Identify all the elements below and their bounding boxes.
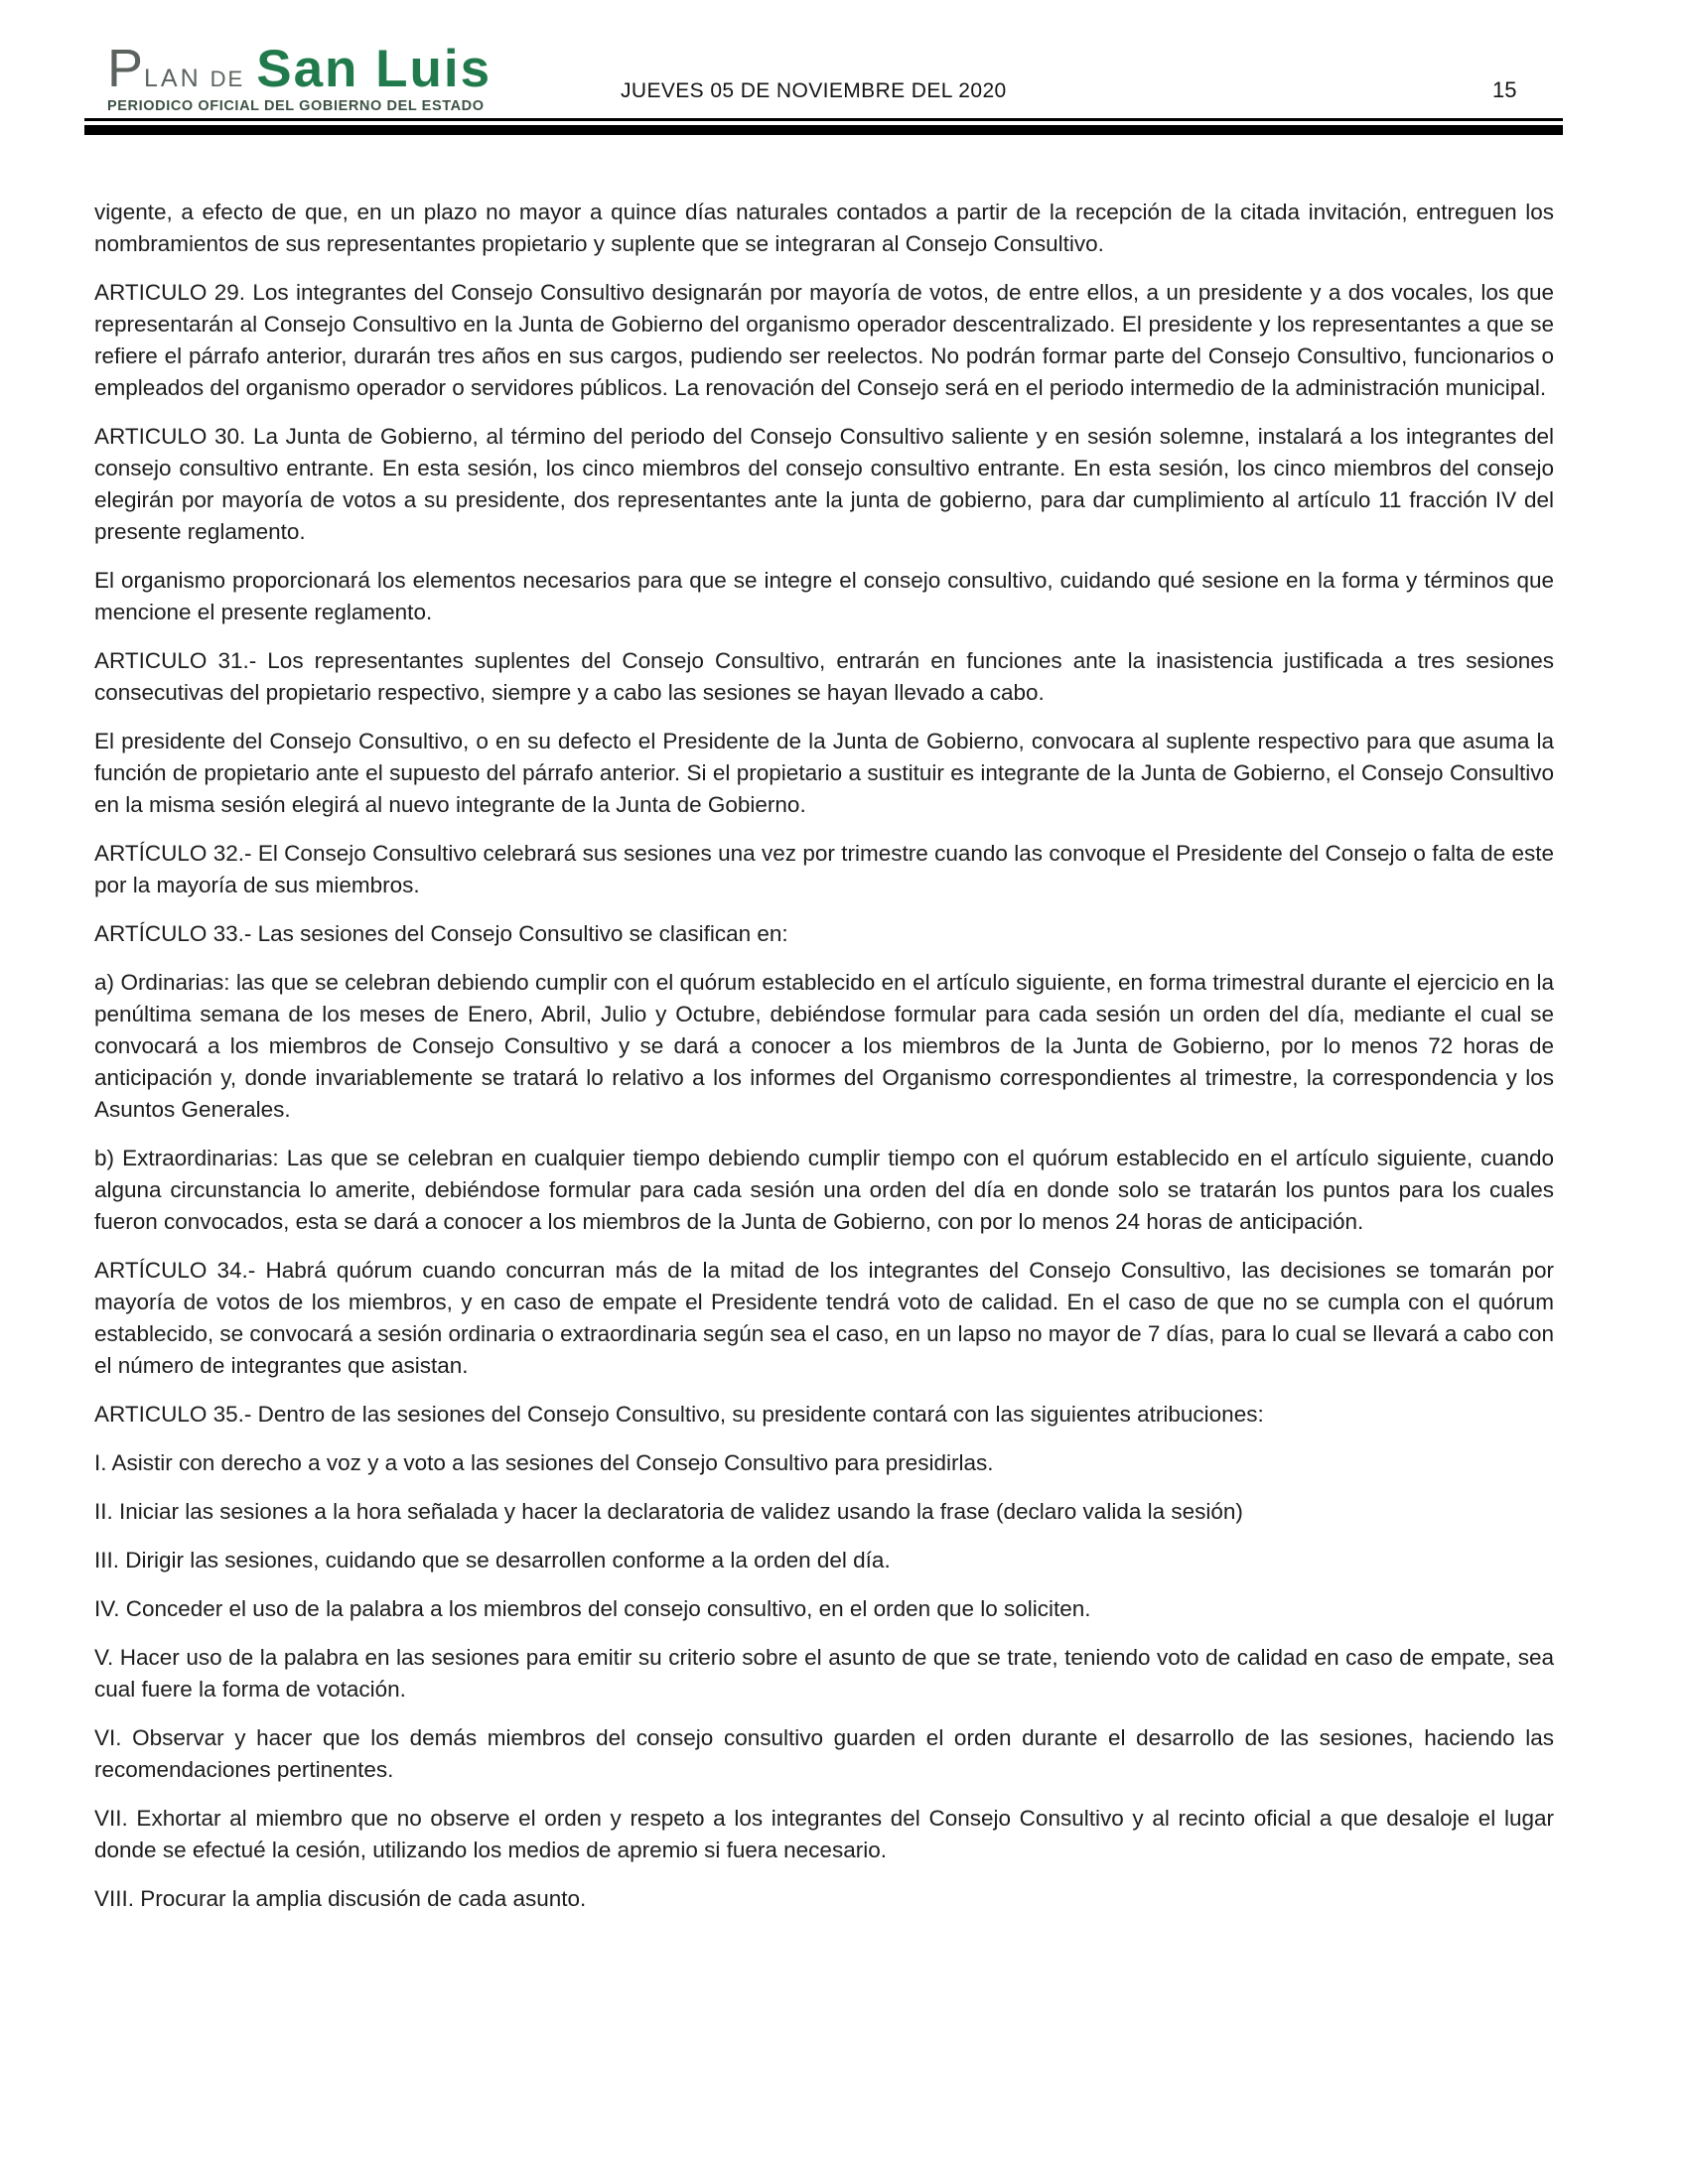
plan-san-luis-logo [107, 39, 492, 114]
paragraph-articulo-34: ARTÍCULO 34.- Habrá quórum cuando concurran más de la mitad de los integrantes del Consejo Consultivo, las decisiones se tomarán por mayoría de votos de los miembros, y en caso de empate el Presidente tendrá voto de calidad. En el caso de que no se cumpla con el quórum establecido, se convocará a sesión ordinaria o extraordinaria según sea el caso, en un lapso no mayor de 7 días, para lo cual se llevará a cabo con el número de integrantes que asistan. [94, 1258, 1554, 1378]
paragraph-articulo-30: ARTICULO 30. La Junta de Gobierno, al término del periodo del Consejo Consultivo saliente y en sesión solemne, instalará a los integrantes del consejo consultivo entrante. En esta sesión, los cinco miembros del consejo consultivo entrante. En esta sesión, los cinco miembros del consejo elegirán por mayoría de votos a su presidente, dos representantes ante la junta de gobierno, para dar cumplimiento al artículo 11 fracción IV del presente reglamento. [94, 424, 1554, 544]
paragraph-articulo-29: ARTICULO 29. Los integrantes del Consejo Consultivo designarán por mayoría de votos, de entre ellos, a un presidente y a dos vocales, los que representarán al Consejo Consultivo en la Junta de Gobierno del organismo operador descentralizado. El presidente y los representantes a que se refiere el párrafo anterior, durarán tres años en sus cargos, pudiendo ser reelectos. No podrán formar parte del Consejo Consultivo, funcionarios o empleados del organismo operador o servidores públicos. La renovación del Consejo será en el periodo intermedio de la administración municipal. [94, 280, 1554, 400]
paragraph-articulo-35: ARTICULO 35.- Dentro de las sesiones del Consejo Consultivo, su presidente contará con las siguientes atribuciones: [94, 1402, 1264, 1427]
paragraph-intro: vigente, a efecto de que, en un plazo no mayor a quince días naturales contados a partir de la recepción de la citada invitación, entreguen los nombramientos de sus representantes propietario y suplente que se integraran al Consejo Consultivo. [94, 200, 1554, 256]
logo-letter-p: P [107, 39, 144, 98]
document-body [94, 197, 1554, 1932]
paragraph-fraccion-viii: VIII. Procurar la amplia discusión de cada asunto. [94, 1886, 587, 1911]
paragraph-articulo-33: ARTÍCULO 33.- Las sesiones del Consejo Consultivo se clasifican en: [94, 921, 788, 946]
page-number: 15 [1492, 77, 1517, 102]
header-rule-thin [84, 118, 1563, 121]
paragraph-presidente-suplente: El presidente del Consejo Consultivo, o en su defecto el Presidente de la Junta de Gobierno, convocara al suplente respectivo para que asuma la función de propietario ante el supuesto del párrafo anterior. Si el propietario a sustituir es integrante de la Junta de Gobierno, el Consejo Consultivo en la misma sesión elegirá al nuevo integrante de la Junta de Gobierno. [94, 729, 1554, 817]
logo-word-de: DE [210, 67, 245, 91]
paragraph-fraccion-iv: IV. Conceder el uso de la palabra a los miembros del consejo consultivo, en el orden que lo soliciten. [94, 1596, 1091, 1621]
logo-word-lan: LAN [144, 65, 202, 92]
logo-subtitle: PERIODICO OFICIAL DEL GOBIERNO DEL ESTADO [107, 98, 485, 114]
logo-title [107, 39, 492, 98]
header-rule-thick [84, 125, 1563, 135]
paragraph-fraccion-vi: VI. Observar y hacer que los demás miembros del consejo consultivo guarden el orden durante el desarrollo de las sesiones, haciendo las recomendaciones pertinentes. [94, 1725, 1554, 1782]
paragraph-fraccion-v: V. Hacer uso de la palabra en las sesiones para emitir su criterio sobre el asunto de que se trate, teniendo voto de calidad en caso de empate, sea cual fuere la forma de votación. [94, 1645, 1554, 1702]
paragraph-articulo-32: ARTÍCULO 32.- El Consejo Consultivo celebrará sus sesiones una vez por trimestre cuando las convoque el Presidente del Consejo o falta de este por la mayoría de sus miembros. [94, 841, 1554, 897]
masthead [0, 0, 1688, 139]
paragraph-fraccion-i: I. Asistir con derecho a voz y a voto a las sesiones del Consejo Consultivo para presidirlas. [94, 1450, 994, 1475]
paragraph-inciso-a-ordinarias: a) Ordinarias: las que se celebran debiendo cumplir con el quórum establecido en el artículo siguiente, en forma trimestral durante el ejercicio en la penúltima semana de los meses de Enero, Abril, Julio y Octubre, debiéndose formular para cada sesión un orden del día, mediante el cual se convocará a los miembros de Consejo Consultivo y se dará a conocer a los miembros de la Junta de Gobierno, por lo menos 72 horas de anticipación y, donde invariablemente se tratará lo relativo a los informes del Organismo correspondientes al trimestre, la correspondencia y los Asuntos Generales. [94, 970, 1554, 1122]
paragraph-fraccion-iii: III. Dirigir las sesiones, cuidando que se desarrollen conforme a la orden del día. [94, 1548, 891, 1572]
paragraph-articulo-31: ARTICULO 31.- Los representantes suplentes del Consejo Consultivo, entrarán en funciones ante la inasistencia justificada a tres sesiones consecutivas del propietario respectivo, siempre y a cabo las sesiones se hayan llevado a cabo. [94, 648, 1554, 705]
paragraph-organismo: El organismo proporcionará los elementos necesarios para que se integre el consejo consultivo, cuidando qué sesione en la forma y términos que mencione el presente reglamento. [94, 568, 1554, 624]
paragraph-inciso-b-extraordinarias: b) Extraordinarias: Las que se celebran en cualquier tiempo debiendo cumplir tiempo con el quórum establecido en el artículo siguiente, cuando alguna circunstancia lo amerite, debiéndose formular para cada sesión una orden del día en donde solo se tratarán los puntos para los cuales fueron convocados, esta se dará a conocer a los miembros de la Junta de Gobierno, con por lo menos 24 horas de anticipación. [94, 1146, 1554, 1234]
edition-date: JUEVES 05 DE NOVIEMBRE DEL 2020 [621, 79, 1007, 102]
paragraph-fraccion-ii: II. Iniciar las sesiones a la hora señalada y hacer la declaratoria de validez usando la frase (declaro valida la sesión) [94, 1499, 1243, 1524]
paragraph-fraccion-vii: VII. Exhortar al miembro que no observe el orden y respeto a los integrantes del Consejo Consultivo y al recinto oficial a que desaloje el lugar donde se efectué la cesión, utilizando los medios de apremio si fuera necesario. [94, 1806, 1554, 1862]
logo-word-san-luis: San Luis [256, 40, 492, 98]
